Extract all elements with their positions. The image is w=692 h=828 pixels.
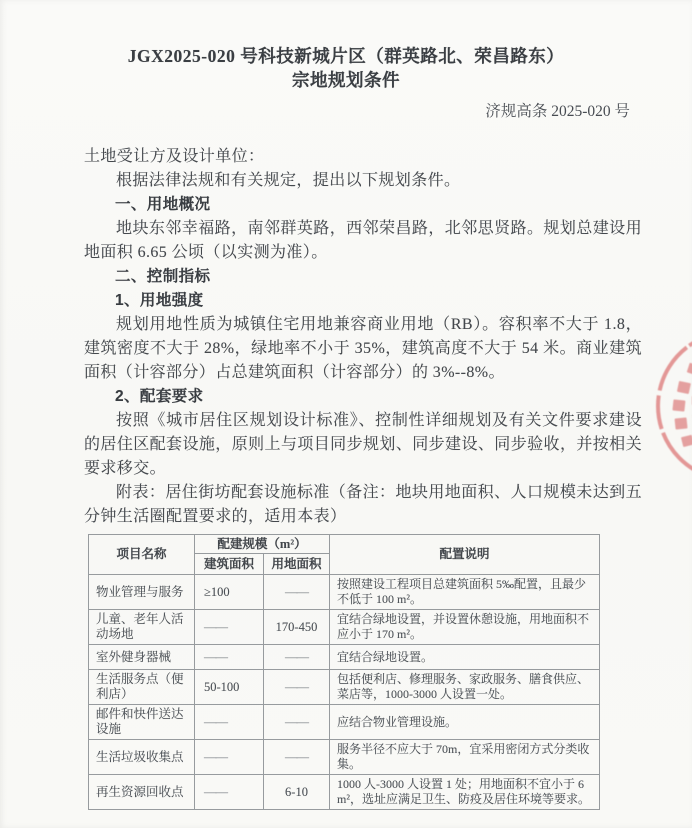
salutation-line: 土地受让方及设计单位： xyxy=(84,148,265,165)
row-name: 生活服务点（便利店） xyxy=(89,670,195,705)
row-description: 服务半径不应大于 70m，宜采用密闭方式分类收集。 xyxy=(330,740,600,775)
table-header-row-1 xyxy=(89,535,600,554)
header-floor-area: 建筑面积 xyxy=(195,554,264,575)
row-name: 邮件和快件送达设施 xyxy=(89,705,195,740)
row-description: 1000 人-3000 人设置 1 处；用地面积不宜小于 6 m²，选址应满足卫生、防疫及居住环境等要求。 xyxy=(330,775,600,810)
header-project-name: 项目名称 xyxy=(89,535,195,575)
row-name: 再生资源回收点 xyxy=(89,775,195,810)
row-land-area: 170-450 xyxy=(264,610,330,645)
row-floor-area: —— xyxy=(195,610,264,645)
document-title xyxy=(0,0,692,92)
table-row xyxy=(89,775,600,810)
row-name: 生活垃圾收集点 xyxy=(89,740,195,775)
row-description: 应结合物业管理设施。 xyxy=(330,705,600,740)
row-land-area: 6-10 xyxy=(264,775,330,810)
header-scale-group: 配建规模（m²） xyxy=(195,535,330,554)
document-body xyxy=(84,145,642,529)
official-seal-stamp-icon xyxy=(652,326,692,486)
row-land-area: —— xyxy=(264,645,330,670)
section-2-heading: 二、控制指标 xyxy=(115,268,211,285)
intro-paragraph: 根据法律法规和有关规定，提出以下规划条件。 xyxy=(116,172,461,189)
row-description: 宜结合绿地设置，并设置休憩设施，用地面积不应小于 170 m²。 xyxy=(330,610,600,645)
header-description: 配置说明 xyxy=(330,535,600,575)
facility-standards-table xyxy=(88,534,600,810)
table-row xyxy=(89,610,600,645)
subsection-2-paragraph: 按照《城市居住区规划设计标准》、控制性详细规划及有关文件要求建设的居住区配套设施，原则上与项目同步规划、同步建设、同步验收，并按相关要求移交。 xyxy=(84,412,642,477)
row-land-area: —— xyxy=(264,740,330,775)
document-number: 济规高条 2025-020 号 xyxy=(485,103,630,120)
row-land-area: —— xyxy=(264,705,330,740)
row-name: 物业管理与服务 xyxy=(89,575,195,610)
row-description: 按照建设工程项目总建筑面积 5‰配置，且最少不低于 100 m²。 xyxy=(330,575,600,610)
row-land-area: —— xyxy=(264,575,330,610)
table-row xyxy=(89,575,600,610)
row-name: 儿童、老年人活动场地 xyxy=(89,610,195,645)
table-row xyxy=(89,740,600,775)
row-description: 宜结合绿地设置。 xyxy=(330,645,600,670)
row-floor-area: —— xyxy=(195,775,264,810)
section-1-paragraph: 地块东邻幸福路，南邻群英路，西邻荣昌路，北邻思贤路。规划总建设用地面积 6.65 公顷（以实测为准）。 xyxy=(84,220,642,261)
table-row xyxy=(89,645,600,670)
row-floor-area: —— xyxy=(195,645,264,670)
subsection-1-heading: 1、用地强度 xyxy=(115,292,204,309)
subsection-1-paragraph: 规划用地性质为城镇住宅用地兼容商业用地（RB）。容积率不大于 1.8，建筑密度不大于 28%，绿地率不小于 35%，建筑高度不大于 54 米。商业建筑面积（计容部分）占总建筑面积（计容部分）的 3%--8%。 xyxy=(84,316,642,381)
annex-note-paragraph: 附表：居住街坊配套设施标准（备注：地块用地面积、人口规模未达到五分钟生活圈配置要求的，适用本表） xyxy=(84,484,642,525)
row-floor-area: 50-100 xyxy=(195,670,264,705)
title-line-1: JGX2025-020 号科技新城片区（群英路北、荣昌路东） xyxy=(127,46,565,66)
subsection-2-heading: 2、配套要求 xyxy=(115,388,204,405)
row-land-area: —— xyxy=(264,670,330,705)
row-description: 包括便利店、修理服务、家政服务、膳食供应、菜店等，1000-3000 人设置一处。 xyxy=(330,670,600,705)
row-name: 室外健身器械 xyxy=(89,645,195,670)
row-floor-area: —— xyxy=(195,740,264,775)
header-land-area: 用地面积 xyxy=(264,554,330,575)
table-row xyxy=(89,670,600,705)
row-floor-area: ≥100 xyxy=(195,575,264,610)
table-row xyxy=(89,705,600,740)
row-floor-area: —— xyxy=(195,705,264,740)
section-1-heading: 一、用地概况 xyxy=(115,196,211,213)
title-line-2: 宗地规划条件 xyxy=(292,70,400,90)
